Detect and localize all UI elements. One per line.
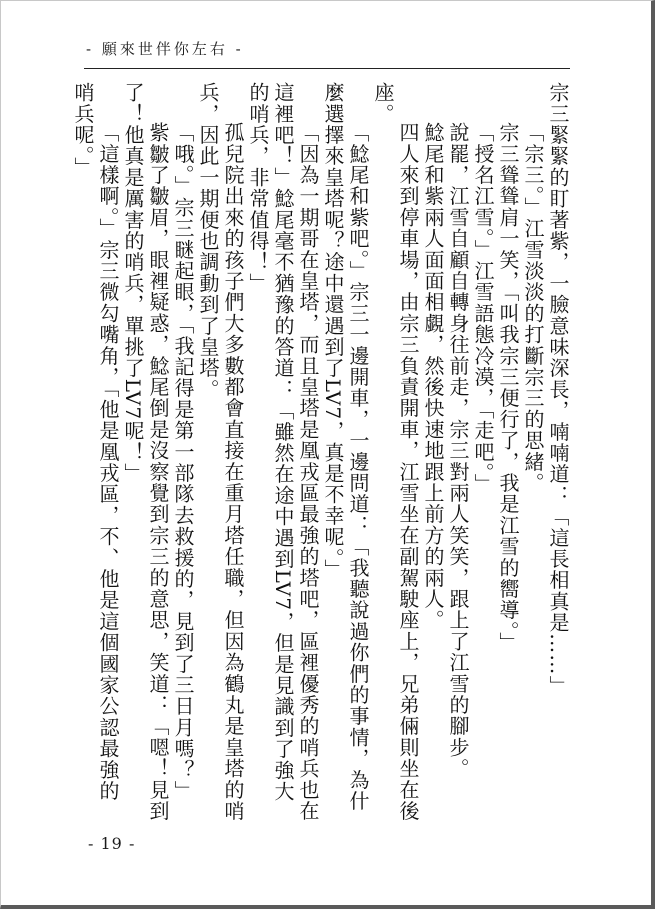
paragraph-2: 「宗三。」江雪淡淡的打斷宗三的思緒。	[521, 122, 545, 494]
paragraph-4: 「授名江雪。」江雪語態冷漠，「走吧。」	[471, 122, 495, 495]
header-rule	[84, 68, 570, 69]
paragraph-13: 「這樣啊。」宗三微勾嘴角，「他是凰戎區，不、他是這個國家公認最強的哨兵呢。」	[71, 82, 120, 802]
paragraph-10: 孤兒院出來的孩子們大多數都會直接在重月塔任職，但因為鶴丸是皇塔的哨兵，因此一期便也調動到了皇塔。	[196, 82, 245, 822]
paragraph-6: 鯰尾和紫兩人面面相覷，然後快速地跟上前方的兩人。	[421, 122, 445, 631]
body-text	[71, 82, 570, 822]
paragraph-3: 宗三聳聳肩一笑，「叫我宗三便行了，我是江雪的嚮導。」	[496, 122, 520, 654]
paragraph-1: 宗三緊緊的盯著紫，一臉意味深長，喃喃道：「這長相真是……」	[546, 82, 570, 697]
paragraph-9: 「因為一期哥在皇塔，而且皇塔是凰戎區最強的塔吧，區裡優秀的哨兵也在這裡吧！」鯰尾毫不猶豫的答道：「雖然在途中遇到LV7，但是見識到了強大的哨兵，非常值得！」	[246, 82, 320, 822]
paragraph-7: 四人來到停車場，由宗三負責開車，江雪坐在副駕駛座上，兄弟倆則坐在後座。	[371, 82, 420, 822]
paragraph-8: 「鯰尾和紫吧。」宗三一邊開車，一邊問道：「我聽說過你們的事情，為什麼選擇來皇塔呢？途中還遇到了LV7，真是不幸呢。」	[321, 82, 370, 812]
running-header: - 願來世伴你左右 -	[86, 40, 244, 58]
page-number: - 19 -	[88, 834, 136, 853]
paragraph-11: 「哦。」宗三瞇起眼，「我記得是第一部隊去救援的，見到了三日月嗎？」	[171, 122, 195, 802]
paragraph-12: 紫皺了皺眉，眼裡疑惑，鯰尾倒是沒察覺到宗三的意思，笑道：「嗯！見到了！他真是厲害的哨兵，單挑了LV7呢！」	[121, 82, 170, 822]
paragraph-5: 說罷，江雪自顧自轉身往前走，宗三對兩人笑笑，跟上了江雪的腳步。	[446, 122, 470, 780]
